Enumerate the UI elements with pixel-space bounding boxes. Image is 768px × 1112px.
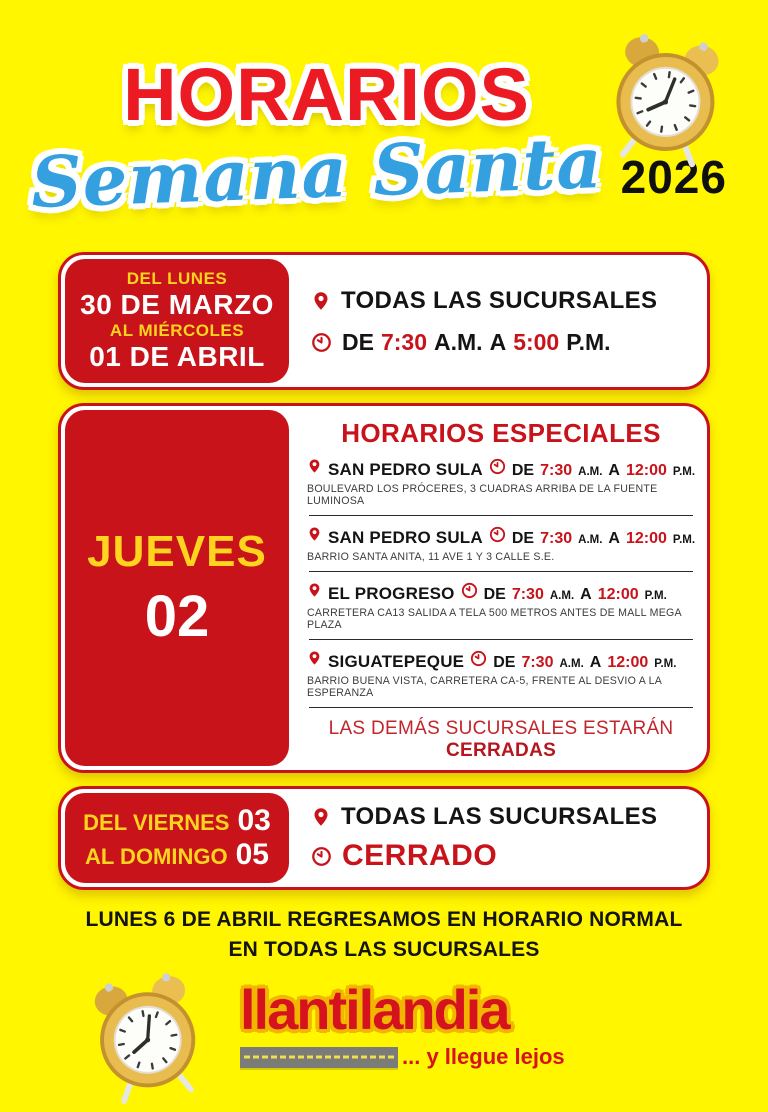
schedule-row-monday-wednesday: [58, 252, 710, 390]
time-part: DE: [511, 530, 535, 548]
branches-label: TODAS LAS SUCURSALES: [341, 803, 658, 831]
closing-note-bold: CERRADAS: [446, 740, 557, 762]
branch-name: SAN PEDRO SULA: [328, 528, 483, 548]
branch-entry: [307, 643, 695, 704]
location-pin-icon: [307, 581, 322, 599]
brand-tagline: ... y llegue lejos: [402, 1044, 565, 1070]
clock-icon: [311, 846, 332, 867]
time-part: P.M.: [566, 328, 611, 355]
time-part: 12:00: [625, 462, 667, 480]
time-part: DE: [483, 586, 506, 604]
time-part: A.M.: [578, 534, 603, 547]
time-part: P.M.: [654, 658, 677, 671]
clock-icon: [311, 332, 332, 353]
alarm-clock-icon: [597, 22, 735, 173]
time-part: P.M.: [672, 466, 696, 479]
day-panel: [65, 410, 289, 766]
date-line: AL MIÉRCOLES: [109, 321, 245, 341]
time-part: A.M.: [559, 658, 584, 671]
time-part: DE: [342, 328, 374, 355]
schedule-rows: [58, 252, 710, 890]
branch-address: BARRIO SANTA ANITA, 11 AVE 1 Y 3 CALLE S.E.: [307, 551, 555, 564]
special-hours-title: HORARIOS ESPECIALES: [341, 418, 661, 449]
closing-note-text: LAS DEMÁS SUCURSALES ESTARÁN: [328, 718, 674, 740]
time-part: A: [608, 530, 620, 548]
divider: [309, 639, 693, 640]
branch-entry: [307, 451, 695, 512]
time-part: 7:30: [521, 654, 554, 672]
date-panel: [65, 793, 289, 883]
time-part: 12:00: [625, 530, 667, 548]
time-part: P.M.: [644, 590, 667, 603]
time-part: A.M.: [578, 466, 603, 479]
date-panel: [65, 259, 289, 383]
date-line: 30 DE MARZO: [80, 289, 274, 320]
clock-icon: [461, 582, 478, 599]
day-number: 02: [144, 583, 210, 649]
time-part: A.M.: [549, 590, 575, 603]
time-part: A.M.: [434, 328, 483, 355]
branch-name: SIGUATEPEQUE: [328, 652, 465, 672]
time-part: 12:00: [607, 654, 649, 672]
divider: [309, 515, 693, 516]
branch-address: CARRETERA CA13 SALIDA A TELA 500 METROS ANTES DE MALL MEGA PLAZA: [307, 607, 682, 632]
date-line: DEL LUNES: [126, 269, 228, 288]
page-title: HORARIOS: [123, 53, 530, 136]
page-subtitle: Semana Santa: [29, 121, 604, 224]
schedule-row-thursday: [58, 403, 710, 773]
time-part: 7:30: [540, 462, 573, 480]
footer-note: [0, 908, 768, 962]
date-line: 01 DE ABRIL: [89, 341, 265, 373]
closing-note: [307, 718, 695, 762]
alarm-clock-icon: [77, 961, 216, 1111]
divider: [309, 707, 693, 708]
clock-icon: [489, 458, 506, 475]
road-graphic: [240, 1047, 398, 1068]
time-part: DE: [511, 462, 535, 480]
brand-logo: llantilandia: [240, 978, 509, 1042]
location-pin-icon: [311, 805, 331, 829]
clock-icon: [470, 650, 487, 667]
time-part: 7:30: [540, 530, 573, 548]
brand-footer: [0, 962, 768, 1112]
schedule-row-friday-sunday: [58, 786, 710, 890]
year-label: 2026: [620, 151, 727, 203]
location-pin-icon: [307, 649, 322, 667]
branch-address: BOULEVARD LOS PRÓCERES, 3 CUADRAS ARRIBA DE LA FUENTE LUMINOSA: [307, 483, 658, 508]
time-part: A: [489, 328, 507, 355]
time-part: 5:00: [513, 328, 560, 355]
branch-name: EL PROGRESO: [328, 584, 455, 604]
time-part: 12:00: [597, 586, 639, 604]
branch-address: BARRIO BUENA VISTA, CARRETERA CA-5, FRENTE AL DESVIO A LA ESPERANZA: [307, 675, 662, 700]
time-part: A: [608, 462, 620, 480]
date-line: DEL VIERNES: [83, 810, 230, 836]
opening-hours: [342, 329, 611, 356]
date-line: AL DOMINGO: [85, 844, 228, 870]
clock-icon: [489, 526, 506, 543]
time-part: 7:30: [511, 586, 544, 604]
branch-name: SAN PEDRO SULA: [328, 460, 483, 480]
time-part: 7:30: [380, 328, 427, 355]
location-pin-icon: [307, 525, 322, 543]
date-number: 03: [237, 804, 271, 838]
time-part: P.M.: [672, 534, 696, 547]
divider: [309, 571, 693, 572]
time-part: DE: [493, 654, 516, 672]
location-pin-icon: [307, 457, 322, 475]
date-number: 05: [235, 838, 269, 872]
footer-note-line2: EN TODAS LAS SUCURSALES: [228, 938, 540, 962]
branch-entry: [307, 575, 695, 636]
time-part: A: [589, 654, 602, 672]
location-pin-icon: [311, 289, 331, 313]
day-label: JUEVES: [87, 526, 267, 576]
header: [0, 0, 768, 238]
branches-label: TODAS LAS SUCURSALES: [341, 286, 658, 314]
status-closed: CERRADO: [342, 839, 498, 873]
footer-note-line1: LUNES 6 DE ABRIL REGRESAMOS EN HORARIO NORMAL: [85, 908, 683, 932]
time-part: A: [580, 586, 592, 604]
branch-entry: [307, 519, 695, 568]
